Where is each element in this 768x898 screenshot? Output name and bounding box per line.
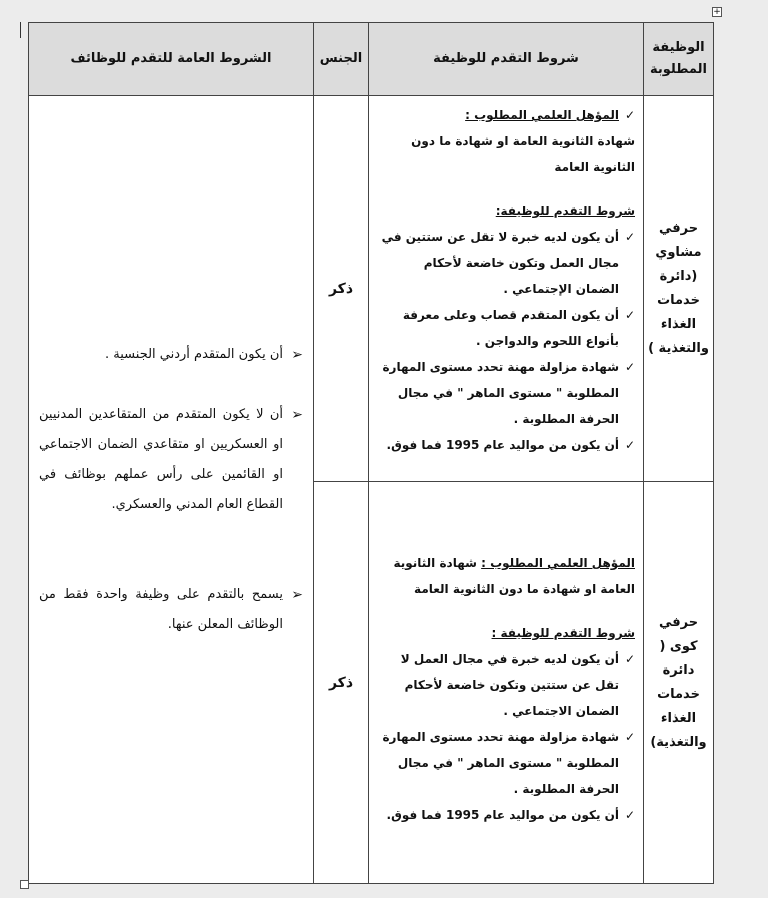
arrow-bullet-icon: ➢ (291, 586, 303, 603)
conditions-cell (369, 96, 644, 482)
checkmark-icon: ✓ (624, 652, 635, 666)
checkmark-icon: ✓ (624, 230, 635, 244)
list-item: ➢ أن يكون المتقدم أردني الجنسية . (39, 340, 303, 370)
gender: ذكر (314, 96, 369, 482)
checkmark-icon: ✓ (624, 308, 635, 322)
jobs-table (28, 22, 714, 884)
list-item: ➢ يسمح بالتقدم على وظيفة واحدة فقط من الوظائف المعلن عنها. (39, 580, 303, 640)
qualification-title: المؤهل العلمي المطلوب : (481, 556, 635, 570)
list-item: ✓ شهادة مزاولة مهنة تحدد مستوى المهارة المطلوبة " مستوى الماهر " في مجال الحرفة المطلوبة . (377, 354, 635, 432)
header-general: الشروط العامة للتقدم للوظائف (29, 23, 314, 96)
list-item: ✓ أن يكون من مواليد عام 1995 فما فوق. (377, 802, 635, 828)
end-of-cell-marker (20, 880, 29, 889)
conditions-title: شروط التقدم للوظيفة : (491, 626, 635, 640)
conditions-cell (369, 482, 644, 884)
arrow-bullet-icon: ➢ (291, 406, 303, 423)
job-title: حرفي كوى ( دائرة خدمات الغذاء والتغذية) (644, 482, 714, 884)
list-item: ✓ أن يكون لديه خبرة لا تقل عن ستتين في مجال العمل وتكون خاضعة لأحكام الضمان الإجتماعي . (377, 224, 635, 302)
qualification-text: شهادة الثانوية العامة او شهادة ما دون الثانوية العامة (393, 556, 635, 596)
qualification-line (377, 550, 635, 602)
checkmark-icon: ✓ (624, 360, 635, 374)
table-move-handle[interactable]: + (713, 7, 721, 17)
checkmark-icon: ✓ (624, 808, 635, 822)
header-job: الوظيفة المطلوبة (644, 23, 714, 96)
general-conditions-cell (29, 96, 314, 884)
text-cursor (20, 22, 21, 38)
qualification-text: شهادة الثانوية العامة او شهادة ما دون الثانوية العامة (411, 134, 635, 174)
checkmark-icon: ✓ (624, 730, 635, 744)
table-row (29, 96, 714, 482)
job-title: حرفي مشاوي (دائرة خدمات الغذاء والتغذية ) (644, 96, 714, 482)
list-item: ✓ أن يكون من مواليد عام 1995 فما فوق. (377, 432, 635, 458)
list-item: ✓ أن يكون لديه خبرة في مجال العمل لا تقل عن ستتين وتكون خاضعة لأحكام الضمان الاجتماعي . (377, 646, 635, 724)
table-header-row (29, 23, 714, 96)
checkmark-icon: ✓ (624, 438, 635, 452)
header-conditions: شروط التقدم للوظيفة (369, 23, 644, 96)
checkmark-icon: ✓ (624, 108, 635, 122)
list-item: ✓ شهادة مزاولة مهنة تحدد مستوى المهارة المطلوبة " مستوى الماهر " في مجال الحرفة المطلوبة . (377, 724, 635, 802)
arrow-bullet-icon: ➢ (291, 346, 303, 363)
qualification-title: ✓ المؤهل العلمي المطلوب : (377, 102, 635, 128)
gender: ذكر (314, 482, 369, 884)
conditions-title: شروط التقدم للوظيفة: (495, 204, 635, 218)
list-item: ➢ أن لا يكون المتقدم من المتقاعدين المدنيين او العسكريين او متقاعدي الضمان الاجتماعي او القائمين على رأس عملهم بوظائف في القطاع العام المدني والعسكري. (39, 400, 303, 520)
header-gender: الجنس (314, 23, 369, 96)
list-item: ✓ أن يكون المتقدم قصاب وعلى معرفة بأنواع اللحوم والدواجن . (377, 302, 635, 354)
